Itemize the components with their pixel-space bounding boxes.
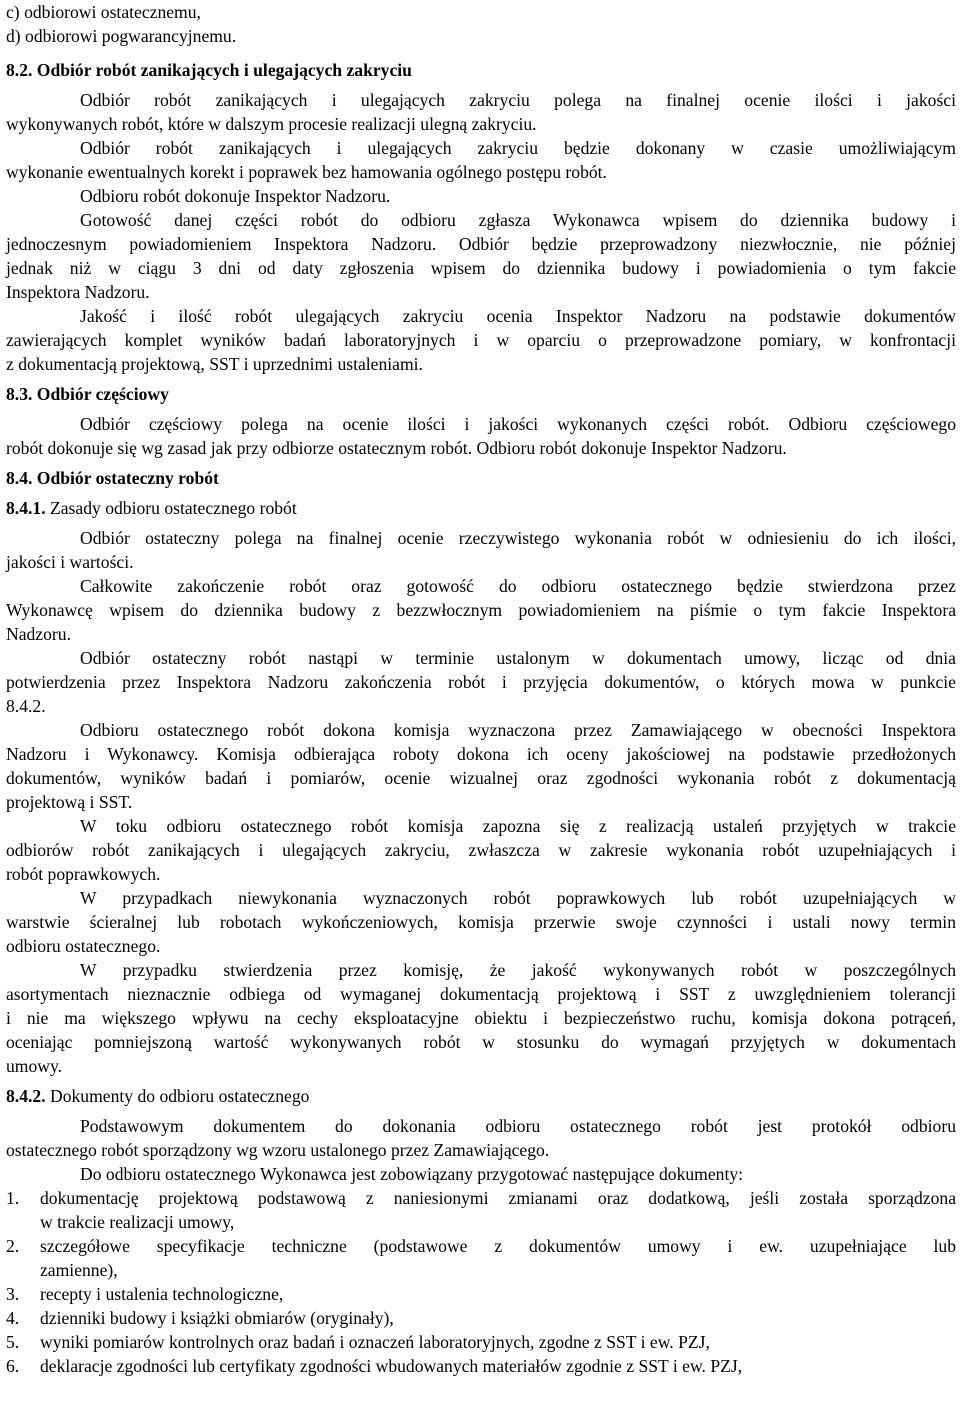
paragraph-line: wykonywanych robót, które w dalszym procesie realizacji ulegną zakryciu.: [6, 114, 537, 134]
paragraph-line: Odbiór robót zanikających i ulegających zakryciu polega na finalnej ocenie ilości i jakości: [80, 90, 956, 110]
list-number: 2.: [6, 1236, 20, 1256]
list-text: dzienniki budowy i książki obmiarów (oryginały),: [40, 1308, 394, 1328]
list-item: [6, 1234, 956, 1282]
list-text: szczegółowe specyfikacje techniczne (podstawowe z dokumentów umowy i ew. uzupełniające lub: [40, 1236, 956, 1256]
paragraph-line: dokumentów, wyników badań i pomiarów, ocenie wizualnej oraz zgodności wykonania robót z dokumentacją: [6, 768, 956, 788]
list-item: [6, 1282, 956, 1306]
section-number: 8.2.: [6, 60, 33, 80]
paragraph-line: jednoczesnym powiadomieniem Inspektora Nadzoru. Odbiór będzie przeprowadzony niezwłocznie, nie później: [6, 234, 956, 254]
section-heading-8-3: 8.3. Odbiór częściowy: [6, 384, 169, 404]
list-item: [6, 1186, 956, 1234]
paragraph-line: Inspektora Nadzoru.: [6, 282, 150, 302]
paragraph-line: W przypadkach niewykonania wyznaczonych robót poprawkowych lub robót uzupełniających w: [80, 888, 956, 908]
paragraph-line: Wykonawcę wpisem do dziennika budowy z bezzwłocznym powiadomieniem na piśmie o tym fakcie Inspektora: [6, 600, 956, 620]
list-number: 3.: [6, 1284, 20, 1304]
paragraph-line: Odbiór robót zanikających i ulegających zakryciu będzie dokonany w czasie umożliwiającym: [80, 138, 956, 158]
paragraph-line: Nadzoru.: [6, 624, 71, 644]
paragraph-line: potwierdzenia przez Inspektora Nadzoru zakończenia robót i przyjęcia dokumentów, o których mowa w punkcie: [6, 672, 956, 692]
paragraph-line: Całkowite zakończenie robót oraz gotowość do odbioru ostatecznego będzie stwierdzona przez: [80, 576, 956, 596]
list-number: 1.: [6, 1188, 20, 1208]
paragraph-line: warstwie ścieralnej lub robotach wykończeniowych, komisja przerwie swoje czynności i ustali nowy termin: [6, 912, 956, 932]
list-item: [6, 1306, 956, 1330]
list-text: w trakcie realizacji umowy,: [40, 1212, 235, 1232]
list-text: deklaracje zgodności lub certyfikaty zgodności wbudowanych materiałów zgodnie z SST i ew. PZJ,: [40, 1356, 743, 1376]
section-heading-8-4: 8.4. Odbiór ostateczny robót: [6, 468, 219, 488]
list-number: 4.: [6, 1308, 20, 1328]
paragraph-line: Jakość i ilość robót ulegających zakryciu ocenia Inspektor Nadzoru na podstawie dokumentów: [80, 306, 956, 326]
paragraph-line: Odbioru robót dokonuje Inspektor Nadzoru.: [80, 186, 391, 206]
paragraph-line: wykonanie ewentualnych korekt i poprawek bez hamowania ogólnego postępu robót.: [6, 162, 607, 182]
numbered-list: [6, 1186, 956, 1378]
section-title: Zasady odbioru ostatecznego robót: [45, 498, 297, 518]
section-number: 8.4.1.: [6, 498, 46, 518]
paragraph-line: robót poprawkowych.: [6, 864, 161, 884]
paragraph-line: Podstawowym dokumentem do dokonania odbioru ostatecznego robót jest protokół odbioru: [80, 1116, 956, 1136]
paragraph-line: umowy.: [6, 1056, 63, 1076]
paragraph-line: projektową i SST.: [6, 792, 133, 812]
list-text: wyniki pomiarów kontrolnych oraz badań i oznaczeń laboratoryjnych, zgodne z SST i ew. PZJ,: [40, 1332, 710, 1352]
section-title: Dokumenty do odbioru ostatecznego: [45, 1086, 310, 1106]
paragraph-line: 8.4.2.: [6, 696, 46, 716]
list-number: 6.: [6, 1356, 20, 1376]
paragraph-line: ostatecznego robót sporządzony wg wzoru ustalonego przez Zamawiającego.: [6, 1140, 550, 1160]
list-text: dokumentację projektową podstawową z naniesionymi zmianami oraz dodatkową, jeśli została sporządzona: [40, 1188, 956, 1208]
paragraph-line: i nie ma większego wpływu na cechy eksploatacyjne obiektu i bezpieczeństwo ruchu, komisja dokona potrąceń,: [6, 1008, 956, 1028]
list-text: zamienne),: [40, 1260, 118, 1280]
list-item: [6, 1354, 956, 1378]
list-item: d) odbiorowi pogwarancyjnemu.: [6, 26, 237, 46]
section-heading-8-2: [6, 58, 956, 82]
section-heading-8-4-2: [6, 1084, 956, 1108]
paragraph-line: Do odbioru ostatecznego Wykonawca jest zobowiązany przygotować następujące dokumenty:: [80, 1164, 744, 1184]
paragraph-line: W przypadku stwierdzenia przez komisję, że jakość wykonywanych robót w poszczególnych: [80, 960, 956, 980]
section-title: Odbiór robót zanikających i ulegających zakryciu: [32, 60, 412, 80]
list-text: recepty i ustalenia technologiczne,: [40, 1284, 284, 1304]
paragraph-line: robót dokonuje się wg zasad jak przy odbiorze ostatecznym robót. Odbioru robót dokonuje Inspektor Nadzoru.: [6, 438, 787, 458]
list-number: 5.: [6, 1332, 20, 1352]
paragraph-line: jednak niż w ciągu 3 dni od daty zgłoszenia wpisem do dziennika budowy i powiadomienia o tym fakcie: [6, 258, 956, 278]
paragraph-line: jakości i wartości.: [6, 552, 134, 572]
paragraph-line: W toku odbioru ostatecznego robót komisja zapozna się z realizacją ustaleń przyjętych w trakcie: [80, 816, 956, 836]
paragraph-line: z dokumentacją projektową, SST i uprzednimi ustaleniami.: [6, 354, 423, 374]
section-number: 8.4.2.: [6, 1086, 46, 1106]
paragraph-line: Nadzoru i Wykonawcy. Komisja odbierająca roboty dokona ich oceny jakościowej na podstawie przedłożonych: [6, 744, 956, 764]
paragraph-line: asortymentach nieznacznie odbiega od wymaganej dokumentacją projektową i SST z uwzględnieniem tolerancji: [6, 984, 956, 1004]
paragraph-line: odbioru ostatecznego.: [6, 936, 161, 956]
list-item: [6, 1330, 956, 1354]
paragraph-line: zawierających komplet wyników badań laboratoryjnych i w oparciu o przeprowadzone pomiary, w konfrontacji: [6, 330, 956, 350]
list-item: c) odbiorowi ostatecznemu,: [6, 2, 201, 22]
paragraph-line: Gotowość danej części robót do odbioru zgłasza Wykonawca wpisem do dziennika budowy i: [80, 210, 956, 230]
paragraph-line: oceniając pomniejszoną wartość wykonywanych robót w stosunku do wymagań przyjętych w dokumentach: [6, 1032, 956, 1052]
paragraph-line: Odbiór ostateczny robót nastąpi w terminie ustalonym w dokumentach umowy, licząc od dnia: [80, 648, 956, 668]
paragraph-line: Odbioru ostatecznego robót dokona komisja wyznaczona przez Zamawiającego w obecności Inspektora: [80, 720, 956, 740]
paragraph-line: Odbiór częściowy polega na ocenie ilości i jakości wykonanych części robót. Odbioru częściowego: [80, 414, 956, 434]
document-page: [6, 0, 956, 1378]
paragraph-line: odbiorów robót zanikających i ulegających zakryciu, zwłaszcza w zakresie wykonania robót uzupełniających i: [6, 840, 956, 860]
paragraph-line: Odbiór ostateczny polega na finalnej ocenie rzeczywistego wykonania robót w odniesieniu do ich ilości,: [80, 528, 956, 548]
section-heading-8-4-1: [6, 496, 956, 520]
